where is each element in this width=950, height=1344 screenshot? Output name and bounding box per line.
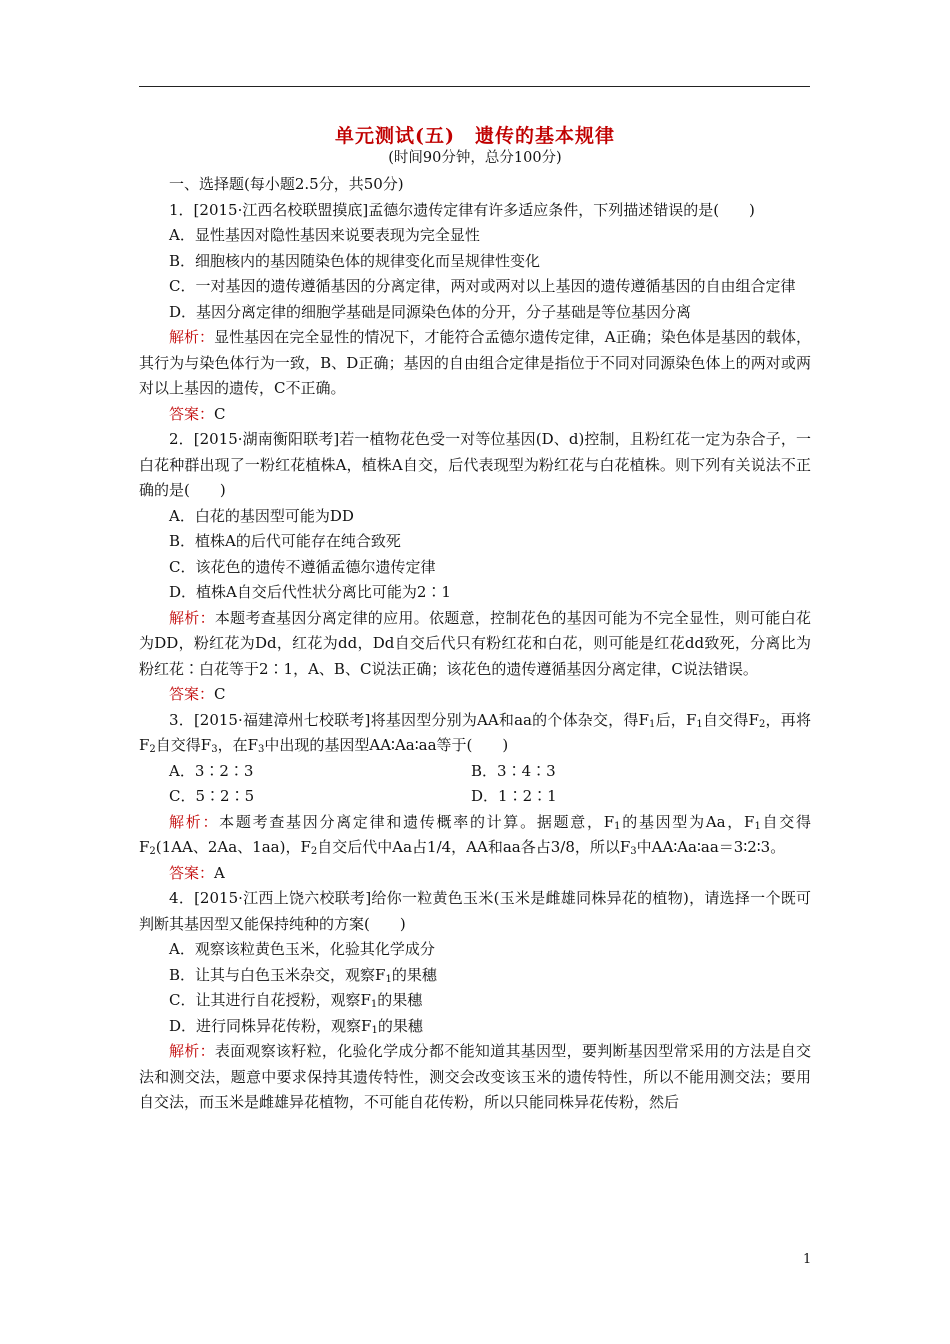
analysis-label: 解析：: [169, 812, 220, 831]
answer-label: 答案：: [169, 404, 215, 423]
q3-option-a: A．3∶2∶3: [169, 761, 254, 780]
subscript: 3: [258, 744, 265, 755]
q4-option-a: A．观察该粒黄色玉米，化验其化学成分: [169, 940, 435, 958]
q3-analysis-part: 自交得F: [139, 812, 811, 856]
q4-option-b: [139, 963, 811, 989]
analysis-label: 解析：: [169, 328, 215, 346]
q3-option-b: B．3∶4∶3: [471, 761, 556, 780]
q3-stem-part: 后，F: [655, 710, 697, 729]
q2-analysis: [139, 606, 811, 683]
q3-stem-part: 自交得F: [702, 710, 759, 729]
q4-option-c: [139, 988, 811, 1014]
question-1-stem: 1．[2015·江西名校联盟摸底]孟德尔遗传定律有许多适应条件，下列描述错误的是( ): [169, 200, 755, 219]
q3-analysis-part: (1AA、2Aa、1aa)，F: [155, 838, 311, 856]
q1-option-a: A．显性基因对隐性基因来说要表现为完全显性: [169, 226, 480, 244]
q3-stem-part: 3．[2015·福建漳州七校联考]将基因型分别为AA和aa的个体杂交，得F: [169, 710, 649, 729]
q3-options-row-2: [139, 784, 811, 810]
q3-analysis-part: 本题考查基因分离定律和遗传概率的计算。据题意，F: [219, 812, 615, 831]
subscript: 2: [310, 846, 318, 857]
question-3-stem: [139, 708, 811, 759]
q3-option-c: C．5∶2∶5: [169, 787, 255, 805]
q2-option-c: C．该花色的遗传不遵循孟德尔遗传定律: [169, 557, 436, 576]
q4-option-c-text: C．让其进行自花授粉，观察F: [169, 991, 371, 1009]
subscript: 1: [371, 1024, 378, 1036]
subscript: 1: [614, 820, 621, 832]
title-unit: 单元测试(五): [334, 125, 455, 147]
q1-analysis-text: 显性基因在完全显性的情况下，才能符合孟德尔遗传定律，A正确；染色体是基因的载体，其行为与染色体行为一致，B、D正确；基因的自由组合定律是指位于不同对同源染色体上的两对或两对以上基因的遗传，C不正确。: [139, 328, 811, 397]
page-title: [139, 124, 811, 148]
q4-option-d-text: D．进行同株异花传粉，观察F: [169, 1016, 372, 1035]
subscript: 1: [754, 820, 761, 832]
subscript: 3: [630, 846, 637, 857]
q2-option-d: D．植株A自交后代性状分离比可能为2∶1: [169, 583, 451, 601]
subscript: 1: [696, 718, 703, 730]
page-number: 1: [803, 1252, 812, 1267]
q3-options-row-1: [139, 759, 811, 785]
analysis-label: 解析：: [169, 1042, 215, 1060]
q3-option-d: D．1∶2∶1: [471, 787, 557, 805]
q4-option-suffix: 的果穗: [391, 965, 437, 984]
answer-label: 答案：: [169, 863, 215, 882]
analysis-label: 解析：: [169, 608, 215, 627]
answer-label: 答案：: [169, 685, 215, 703]
subscript: 2: [149, 846, 156, 857]
q4-option-b-text: B．让其与白色玉米杂交，观察F: [169, 965, 386, 984]
document-body: [139, 124, 811, 1116]
q4-option-suffix: 的果穗: [377, 991, 423, 1009]
q3-analysis-part: 中AA∶Aa∶aa＝3∶2∶3。: [636, 838, 786, 856]
q2-answer: [139, 682, 811, 708]
q1-option-d: D．基因分离定律的细胞学基础是同源染色体的分开，分子基础是等位基因分离: [169, 302, 692, 321]
q3-stem-part: ，在F: [217, 736, 259, 754]
subscript: 1: [385, 973, 392, 985]
q3-answer-value: A: [214, 863, 225, 882]
q3-analysis: [139, 810, 811, 861]
q1-answer: [139, 402, 811, 428]
q4-analysis-text: 表面观察该籽粒，化验化学成分都不能知道其基因型，要判断基因型常采用的方法是自交法和测交法，题意中要求保持其遗传特性，测交会改变该玉米的遗传特性，所以不能用测交法；要用自交法，而玉米是雌雄异花植物，不可能自花传粉，所以只能同株异花传粉，然后: [139, 1042, 811, 1111]
subscript: 2: [149, 744, 156, 755]
q3-answer: [139, 861, 811, 887]
q4-analysis: [139, 1039, 811, 1116]
q4-option-d: [139, 1014, 811, 1040]
question-2-stem: 2．[2015·湖南衡阳联考]若一植物花色受一对等位基因(D、d)控制，且粉红花一定为杂合子，一白花种群出现了一粉红花植株A，植株A自交，后代表现型为粉红花与白花植株。则下列有关说法不正确的是( ): [139, 430, 811, 499]
q2-option-b: B．植株A的后代可能存在纯合致死: [169, 532, 401, 550]
exam-info: (时间90分钟，总分100分): [388, 150, 562, 166]
q1-analysis: [139, 325, 811, 402]
q3-stem-part: 中出现的基因型AA∶Aa∶aa等于( ): [264, 736, 509, 754]
q3-stem-part: ，再将F: [139, 710, 811, 754]
q1-option-c: C．一对基因的遗传遵循基因的分离定律，两对或两对以上基因的遗传遵循基因的自由组合定律: [169, 277, 796, 295]
section-heading: 一、选择题(每小题2.5分，共50分): [169, 175, 404, 193]
question-4-stem: 4．[2015·江西上饶六校联考]给你一粒黄色玉米(玉米是雌雄同株异花的植物)，请选择一个既可判断其基因型又能保持纯种的方案( ): [139, 889, 811, 933]
q3-stem-part: 自交得F: [155, 736, 212, 754]
q1-option-b: B．细胞核内的基因随染色体的规律变化而呈规律性变化: [169, 251, 541, 270]
subscript: 2: [758, 718, 766, 730]
q2-option-a: A．白花的基因型可能为DD: [169, 506, 354, 525]
title-topic: 遗传的基本规律: [474, 125, 615, 147]
q3-analysis-part: 自交后代中Aa占1/4，AA和aa各占3/8，所以F: [317, 838, 631, 856]
subscript: 1: [370, 999, 378, 1010]
subscript: 1: [649, 718, 656, 730]
q1-answer-value: C: [214, 404, 226, 423]
q4-option-suffix: 的果穗: [377, 1016, 423, 1035]
q3-analysis-part: 的基因型为Aa，F: [620, 812, 755, 831]
q2-analysis-text: 本题考查基因分离定律的应用。依题意，控制花色的基因可能为不完全显性，则可能白花为DD，粉红花为Dd，红花为dd，Dd自交后代只有粉红花和白花，则可能是红花dd致死，分离比为粉红花∶白花等于2∶1，A、B、C说法正确；该花色的遗传遵循基因分离定律，C说法错误。: [139, 608, 811, 678]
header-rule: [139, 86, 810, 87]
subscript: 3: [211, 744, 218, 755]
q2-answer-value: C: [214, 685, 226, 703]
